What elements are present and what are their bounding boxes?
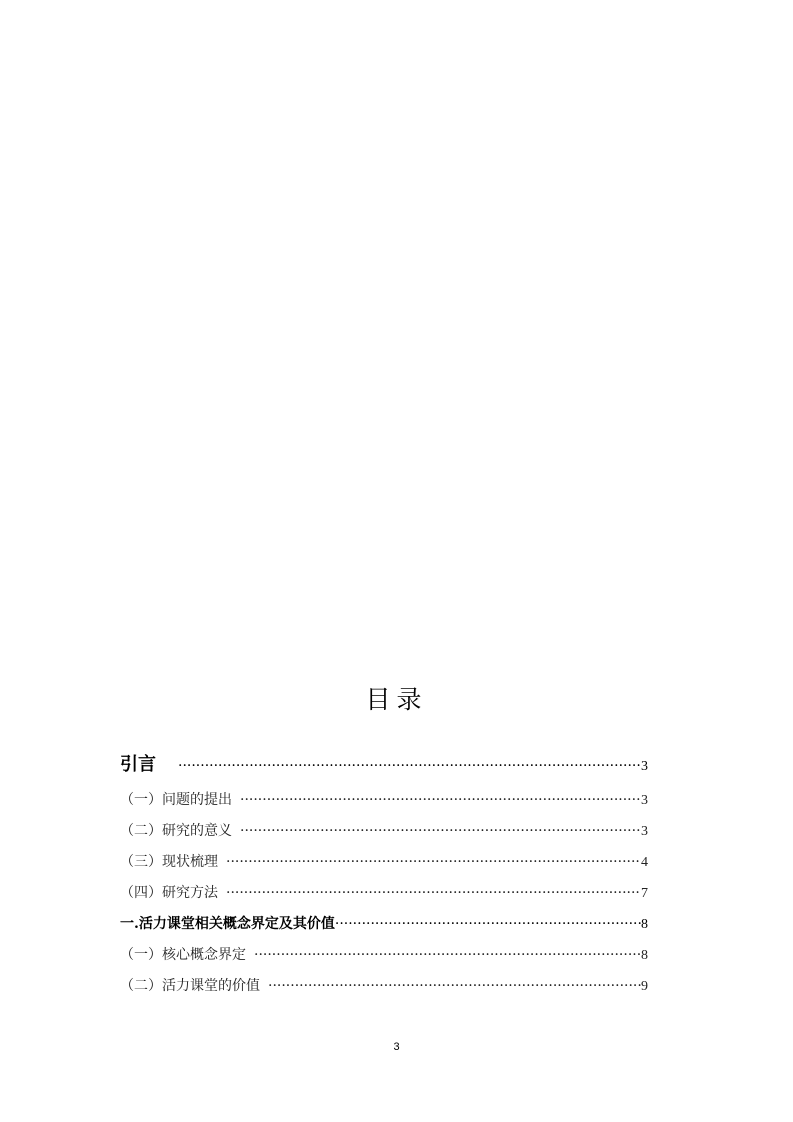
toc-entry-significance[interactable] — [120, 820, 648, 840]
toc-entry-problem[interactable] — [120, 789, 648, 809]
toc-title: 目录 — [365, 685, 428, 714]
toc-entry-page: 9 — [641, 979, 648, 994]
dot-leader — [226, 885, 641, 901]
toc-entry-label: （一）问题的提出 — [120, 792, 232, 808]
toc-entry-page: 3 — [641, 759, 648, 774]
toc-entry-page: 8 — [641, 948, 648, 963]
dot-leader — [240, 823, 641, 839]
toc-entry-label: （一）核心概念界定 — [120, 947, 246, 963]
toc-entry-page: 7 — [641, 886, 648, 901]
toc-entry-methods[interactable] — [120, 882, 648, 902]
toc-entry-label: （二）研究的意义 — [120, 823, 232, 839]
dot-leader — [254, 947, 641, 963]
toc-entry-page: 8 — [641, 917, 648, 932]
dot-leader — [178, 758, 641, 774]
page-number: 3 — [393, 1041, 400, 1053]
toc-entry-label: 一.活力课堂相关概念界定及其价值 — [120, 916, 335, 932]
toc-entry-chapter-one[interactable] — [120, 913, 648, 933]
dot-leader — [268, 978, 641, 994]
toc-entry-value[interactable] — [120, 975, 648, 995]
toc-entry-core-concepts[interactable] — [120, 944, 648, 964]
toc-entry-label: （四）研究方法 — [120, 885, 218, 901]
toc-entry-page: 3 — [641, 793, 648, 808]
dot-leader — [226, 854, 641, 870]
toc-entry-status-review[interactable] — [120, 851, 648, 871]
dot-leader — [240, 792, 641, 808]
toc-entry-label: （二）活力课堂的价值 — [120, 978, 260, 994]
toc-entry-page: 4 — [641, 855, 648, 870]
toc-entry-label: 引言 — [120, 754, 156, 775]
toc-entry-page: 3 — [641, 824, 648, 839]
toc-entry-label: （三）现状梳理 — [120, 854, 218, 870]
toc-entry-introduction[interactable] — [120, 750, 648, 776]
dot-leader — [335, 916, 641, 932]
